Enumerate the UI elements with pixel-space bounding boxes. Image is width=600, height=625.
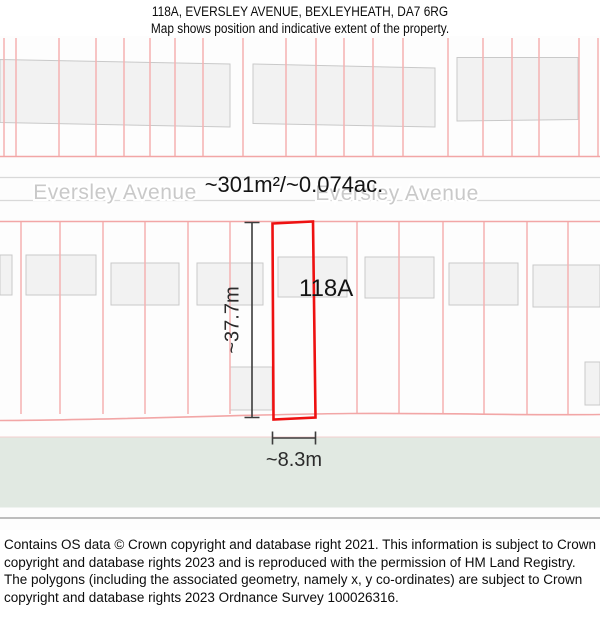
height-dimension-label: ~37.7m (221, 286, 244, 354)
street-label-right: Eversley Avenue (315, 182, 479, 205)
terrace-buildings-north (0, 58, 578, 128)
street-label-left: Eversley Avenue (33, 181, 197, 204)
width-dimension-label: ~8.3m (265, 449, 323, 471)
property-map (0, 36, 600, 530)
copyright-notice: Contains OS data © Crown copyright and database right 2021. This information is subject to Crown copyright and database rights 2023 and is reproduced with the permission of HM Land Registry. The polygons (including the associated geometry, namely x, y co-ordinates) are subject to Crown copyright and database rights 2023 Ordnance Survey 100026316. (4, 537, 597, 605)
page-subtitle: Map shows position and indicative extent of the property. (150, 21, 450, 36)
map-title-block (36, 3, 564, 37)
map-canvas (0, 36, 600, 530)
area-label: ~301m²/~0.074ac. (204, 172, 384, 197)
green-open-space (0, 438, 600, 508)
page-title: 118A, EVERSLEY AVENUE, BEXLEYHEATH, DA7 6RG (151, 4, 449, 19)
property-label: 118A (299, 275, 354, 302)
